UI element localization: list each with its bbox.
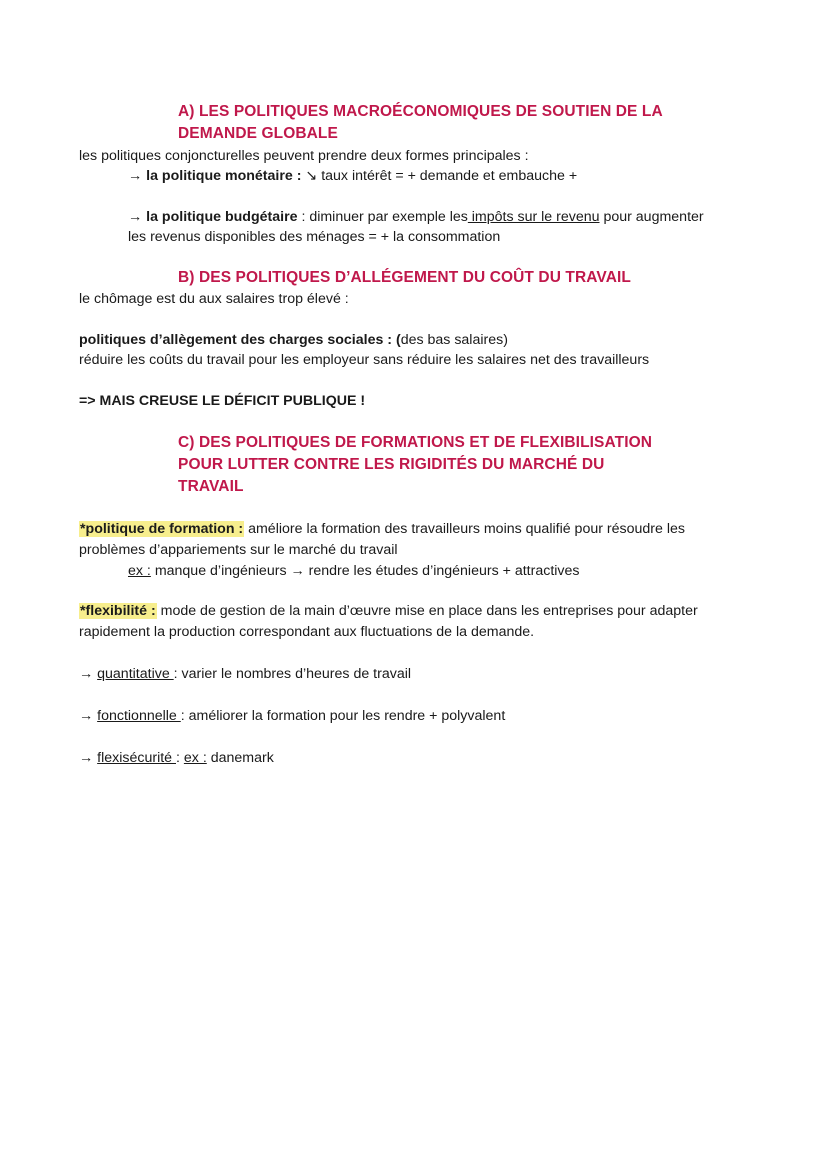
section-b-title: B) DES POLITIQUES D’ALLÉGEMENT DU COÛT DU TRAVAIL [178,269,631,286]
charges-sociales-text: des bas salaires) [400,332,508,348]
politique-monetaire-line [128,166,577,186]
flexibilite-highlight-label: *flexibilité : [80,603,156,619]
quantitative-text: : varier le nombres d’heures de travail [173,666,412,682]
flexisecurite-label: flexisécurité [97,750,176,766]
politique-budgetaire-text2: pour augmenter [599,209,704,225]
politique-budgetaire-line2: les revenus disponibles des ménages = + la consommation [128,229,501,245]
section-a-title-line1: A) LES POLITIQUES MACROÉCONOMIQUES DE SOUTIEN DE LA [178,103,663,120]
section-c-title-line2: POUR LUTTER CONTRE LES RIGIDITÉS DU MARCHÉ DU [178,456,605,473]
fonctionnelle-label: fonctionnelle [97,708,181,724]
formation-highlight-label: *politique de formation : [80,521,244,537]
flexibilite-line2: rapidement la production correspondant aux fluctuations de la demande. [79,624,535,640]
politique-budgetaire-label: la politique budgétaire [146,209,298,225]
formation-example [128,561,580,581]
quantitative-label: quantitative [97,666,174,682]
example-label: ex : [128,563,151,579]
section-a-title [178,101,758,145]
formation-text1: améliore la formation des travailleurs moins qualifié pour résoudre les [244,521,685,537]
section-b-intro: le chômage est du aux salaires trop élevé : [79,291,349,307]
flexibilite-line1 [79,601,698,621]
arrow: → [128,209,147,225]
arrow: → [128,168,147,184]
flexisecurite-sep: : [176,750,184,766]
formation-line1 [79,519,685,539]
politique-monetaire-label: la politique monétaire : [146,168,302,184]
arrow: → [79,750,98,766]
flexisecurite-example-label: ex : [183,750,207,766]
politique-monetaire-text: ↘ taux intérêt = + demande et embauche + [301,168,578,184]
charges-sociales-line [79,330,508,350]
section-c-title-line3: TRAVAIL [178,478,244,495]
arrow: → [79,666,98,682]
charges-sociales-label: politiques d’allègement des charges sociales : ( [79,332,401,348]
politique-budgetaire-text: : diminuer par exemple les [297,209,468,225]
flexisecurite-text: danemark [206,750,274,766]
section-c-title-line1: C) DES POLITIQUES DE FORMATIONS ET DE FLEXIBILISATION [178,434,653,451]
flexibilite-text1: mode de gestion de la main d’œuvre mise en place dans les entreprises pour adapter [156,603,698,619]
impots-revenu-underlined: impôts sur le revenu [467,209,600,225]
politique-budgetaire-line [128,207,704,227]
fonctionnelle-text: : améliorer la formation pour les rendre + polyvalent [180,708,506,724]
section-c-title [178,432,758,498]
fonctionnelle-line [79,706,505,726]
deficit-warning [79,391,365,411]
quantitative-line [79,664,411,684]
formation-line2: problèmes d’appariements sur le marché du travail [79,542,398,558]
reduire-couts-line: réduire les coûts du travail pour les employeur sans réduire les salaires net des travailleurs [79,352,650,368]
deficit-warning-text: => MAIS CREUSE LE DÉFICIT PUBLIQUE ! [79,393,366,409]
arrow: → [79,708,98,724]
section-a-title-line2: DEMANDE GLOBALE [178,125,338,142]
section-a-intro: les politiques conjoncturelles peuvent prendre deux formes principales : [79,148,529,164]
flexisecurite-line [79,748,274,768]
example-text: manque d’ingénieurs → rendre les études d’ingénieurs + attractives [150,563,580,579]
